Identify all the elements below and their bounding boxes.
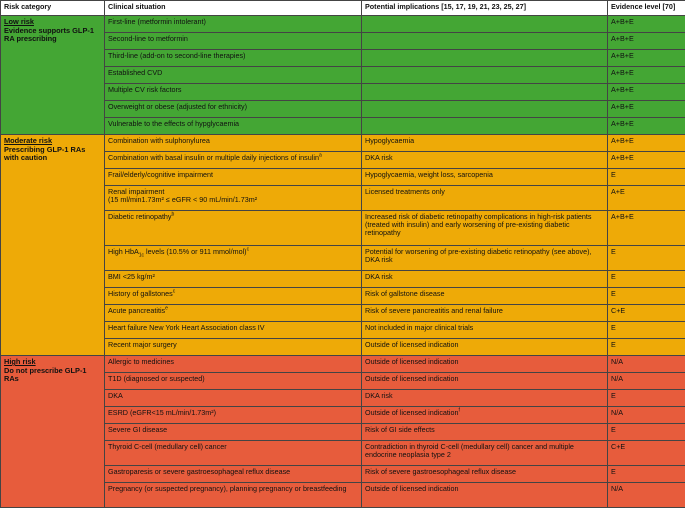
situation-cell: Combination with sulphonylurea xyxy=(105,135,362,152)
header-clinical-situation: Clinical situation xyxy=(105,1,362,16)
evidence-cell: A+B+E xyxy=(608,211,685,246)
evidence-cell: C+E xyxy=(608,305,685,322)
evidence-cell: E xyxy=(608,424,685,441)
implication-text: Outside of licensed indication xyxy=(365,408,459,417)
footnote-marker: b xyxy=(171,211,175,218)
evidence-cell: A+B+E xyxy=(608,152,685,169)
situation-text: Renal impairment xyxy=(108,187,165,196)
table-body xyxy=(1,16,685,508)
situation-cell xyxy=(105,288,362,305)
evidence-cell: A+B+E xyxy=(608,33,685,50)
situation-cell: ESRD (eGFR<15 mL/min/1.73m²) xyxy=(105,407,362,424)
situation-cell: Gastroparesis or severe gastroesophageal reflux disease xyxy=(105,466,362,483)
situation-cell: Vulnerable to the effects of hypglycaemia xyxy=(105,118,362,135)
evidence-cell: N/A xyxy=(608,483,685,508)
implication-cell: Licensed treatments only xyxy=(362,186,608,211)
low-risk-description: Evidence supports GLP-1 RA prescribing xyxy=(4,25,94,44)
situation-cell: DKA xyxy=(105,390,362,407)
evidence-cell: A+B+E xyxy=(608,84,685,101)
footnote-marker: c xyxy=(246,246,250,253)
implication-cell xyxy=(362,33,608,50)
low-risk-title: Low risk xyxy=(4,17,34,26)
high-risk-category xyxy=(1,356,105,508)
table-row xyxy=(1,356,685,373)
situation-cell: Multiple CV risk factors xyxy=(105,84,362,101)
situation-cell xyxy=(105,152,362,169)
implication-cell: Outside of licensed indication xyxy=(362,373,608,390)
situation-text: History of gallstones xyxy=(108,289,173,298)
situation-cell: Recent major surgery xyxy=(105,339,362,356)
implication-cell xyxy=(362,50,608,67)
situation-text: Combination with basal insulin or multiple daily injections of insulin xyxy=(108,153,319,162)
implication-cell xyxy=(362,67,608,84)
evidence-cell: A+B+E xyxy=(608,118,685,135)
evidence-cell: C+E xyxy=(608,441,685,466)
table-row xyxy=(1,135,685,152)
evidence-cell: A+B+E xyxy=(608,101,685,118)
implication-cell xyxy=(362,84,608,101)
footnote-marker: c xyxy=(172,288,176,295)
evidence-cell: N/A xyxy=(608,356,685,373)
evidence-cell: A+B+E xyxy=(608,67,685,84)
header-risk-category: Risk category xyxy=(1,1,105,16)
situation-text: Acute pancreatitis xyxy=(108,306,166,315)
situation-cell: T1D (diagnosed or suspected) xyxy=(105,373,362,390)
evidence-cell: E xyxy=(608,466,685,483)
situation-cell: Pregnancy (or suspected pregnancy), planning pregnancy or breastfeeding xyxy=(105,483,362,508)
situation-text-tail: levels (10.5% or 911 mmol/mol) xyxy=(144,247,247,256)
moderate-risk-category xyxy=(1,135,105,356)
subscript: 1c xyxy=(138,252,145,259)
evidence-cell: N/A xyxy=(608,407,685,424)
implication-cell: DKA risk xyxy=(362,390,608,407)
situation-cell: First-line (metformin intolerant) xyxy=(105,16,362,33)
situation-cell: Established CVD xyxy=(105,67,362,84)
low-risk-category xyxy=(1,16,105,135)
footnote-marker: a xyxy=(318,152,322,159)
implication-cell: Outside of licensed indication xyxy=(362,356,608,373)
evidence-cell: N/A xyxy=(608,373,685,390)
table-row xyxy=(1,16,685,33)
implication-cell: Outside of licensed indication xyxy=(362,339,608,356)
high-risk-description: Do not prescribe GLP-1 RAs xyxy=(4,365,87,384)
situation-cell: Allergic to medicines xyxy=(105,356,362,373)
situation-cell: Overweight or obese (adjusted for ethnicity) xyxy=(105,101,362,118)
implication-cell: Risk of severe gastroesophageal reflux disease xyxy=(362,466,608,483)
implication-cell: Contradiction in thyroid C-cell (medullary cell) cancer and multiple endocrine neoplasia type 2 xyxy=(362,441,608,466)
situation-cell: Second-line to metformin xyxy=(105,33,362,50)
implication-cell: Risk of gallstone disease xyxy=(362,288,608,305)
implication-cell xyxy=(362,101,608,118)
situation-cell: BMI <25 kg/m² xyxy=(105,271,362,288)
header-row xyxy=(1,1,685,16)
evidence-cell: E xyxy=(608,288,685,305)
evidence-cell: E xyxy=(608,246,685,271)
situation-cell xyxy=(105,305,362,322)
footnote-marker: f xyxy=(458,407,460,414)
implication-cell xyxy=(362,407,608,424)
evidence-cell: A+B+E xyxy=(608,135,685,152)
implication-cell: DKA risk xyxy=(362,152,608,169)
implication-cell: Hypoglycaemia, weight loss, sarcopenia xyxy=(362,169,608,186)
situation-cell: Frail/elderly/cognitive impairment xyxy=(105,169,362,186)
evidence-cell: E xyxy=(608,390,685,407)
implication-cell: Increased risk of diabetic retinopathy complications in high-risk patients (treated with insulin) and early worsening of pre-existing diabetic retinopathy xyxy=(362,211,608,246)
footnote-marker: e xyxy=(165,305,168,312)
evidence-cell: A+B+E xyxy=(608,50,685,67)
situation-cell xyxy=(105,211,362,246)
header-evidence-level: Evidence level [70] xyxy=(608,1,685,16)
moderate-risk-description: Prescribing GLP-1 RAs with caution xyxy=(4,144,86,163)
high-risk-title: High risk xyxy=(4,357,36,366)
situation-text: High HbA xyxy=(108,247,139,256)
situation-cell xyxy=(105,186,362,211)
situation-cell: Heart failure New York Heart Association class IV xyxy=(105,322,362,339)
implication-cell xyxy=(362,118,608,135)
implication-cell: Risk of severe pancreatitis and renal failure xyxy=(362,305,608,322)
implication-cell xyxy=(362,16,608,33)
evidence-cell: E xyxy=(608,271,685,288)
evidence-cell: E xyxy=(608,339,685,356)
situation-cell: Thyroid C-cell (medullary cell) cancer xyxy=(105,441,362,466)
evidence-cell: E xyxy=(608,322,685,339)
evidence-cell: E xyxy=(608,169,685,186)
situation-cell: Severe GI disease xyxy=(105,424,362,441)
header-potential-implications: Potential implications [15, 17, 19, 21, 23, 25, 27] xyxy=(362,1,608,16)
implication-cell: Outside of licensed indication xyxy=(362,483,608,508)
implication-cell: DKA risk xyxy=(362,271,608,288)
situation-cell xyxy=(105,246,362,271)
moderate-risk-title: Moderate risk xyxy=(4,136,53,145)
situation-subtext: (15 ml/min1.73m² ≤ eGFR < 90 mL/min/1.73m² xyxy=(108,195,258,205)
implication-cell: Hypoglycaemia xyxy=(362,135,608,152)
implication-cell: Risk of GI side effects xyxy=(362,424,608,441)
situation-cell: Third-line (add-on to second-line therapies) xyxy=(105,50,362,67)
implication-cell: Not included in major clinical trials xyxy=(362,322,608,339)
evidence-cell: A+E xyxy=(608,186,685,211)
implication-cell: Potential for worsening of pre-existing diabetic retinopathy (see above), DKA risk xyxy=(362,246,608,271)
situation-text: Diabetic retinopathy xyxy=(108,212,172,221)
evidence-cell: A+B+E xyxy=(608,16,685,33)
